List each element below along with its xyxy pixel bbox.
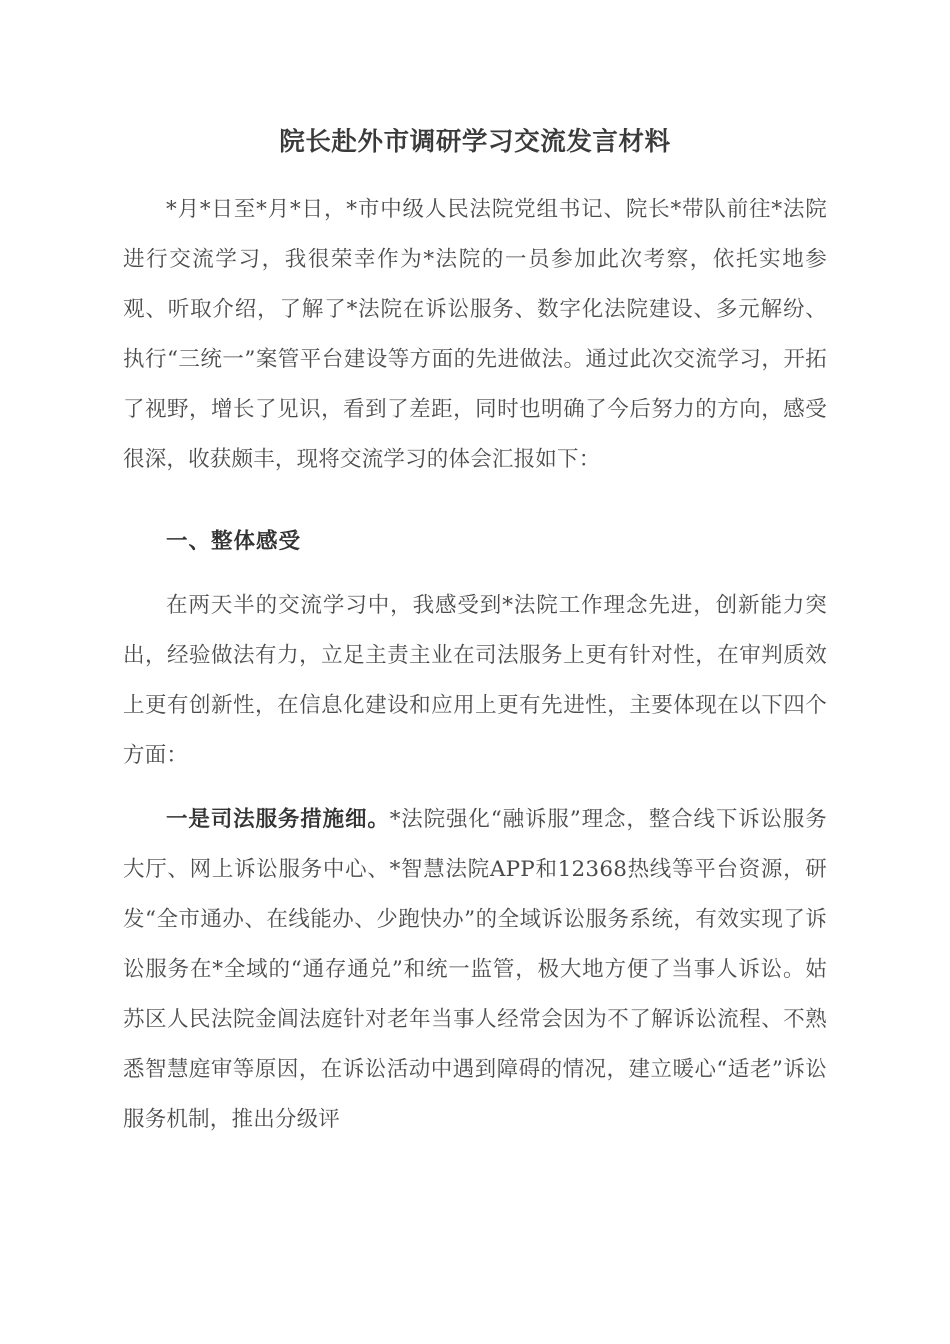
paragraph-point-one: [123, 795, 827, 1145]
section-heading-overall-impression: 一、整体感受: [166, 529, 302, 554]
point-one-lead-in: 一是司法服务措施细。: [166, 807, 390, 832]
point-one-body: *法院强化“融诉服”理念，整合线下诉讼服务大厅、网上诉讼服务中心、*智慧法院APP和12368热线等平台资源，研发“全市通办、在线能办、少跑快办”的全域诉讼服务系统，有效实现了诉讼服务在*全域的“通存通兑”和统一监管，极大地方便了当事人诉讼。姑苏区人民法院金阊法庭针对老年当事人经常会因为不了解诉讼流程、不熟悉智慧庭审等原因，在诉讼活动中遇到障碍的情况，建立暖心“适老”诉讼服务机制，推出分级评: [123, 807, 827, 1132]
paragraph-intro: *月*日至*月*日，*市中级人民法院党组书记、院长*带队前往*法院进行交流学习，我很荣幸作为*法院的一员参加此次考察，依托实地参观、听取介绍，了解了*法院在诉讼服务、数字化法院建设、多元解纷、执行“三统一”案管平台建设等方面的先进做法。通过此次交流学习，开拓了视野，增长了见识，看到了差距，同时也明确了今后努力的方向，感受很深，收获颇丰，现将交流学习的体会汇报如下：: [123, 197, 827, 472]
paragraph-overall-impression: 在两天半的交流学习中，我感受到*法院工作理念先进，创新能力突出，经验做法有力，立足主责主业在司法服务上更有针对性，在审判质效上更有创新性，在信息化建设和应用上更有先进性，主要体现在以下四个方面：: [123, 593, 827, 768]
page-title: 院长赴外市调研学习交流发言材料: [279, 127, 671, 157]
